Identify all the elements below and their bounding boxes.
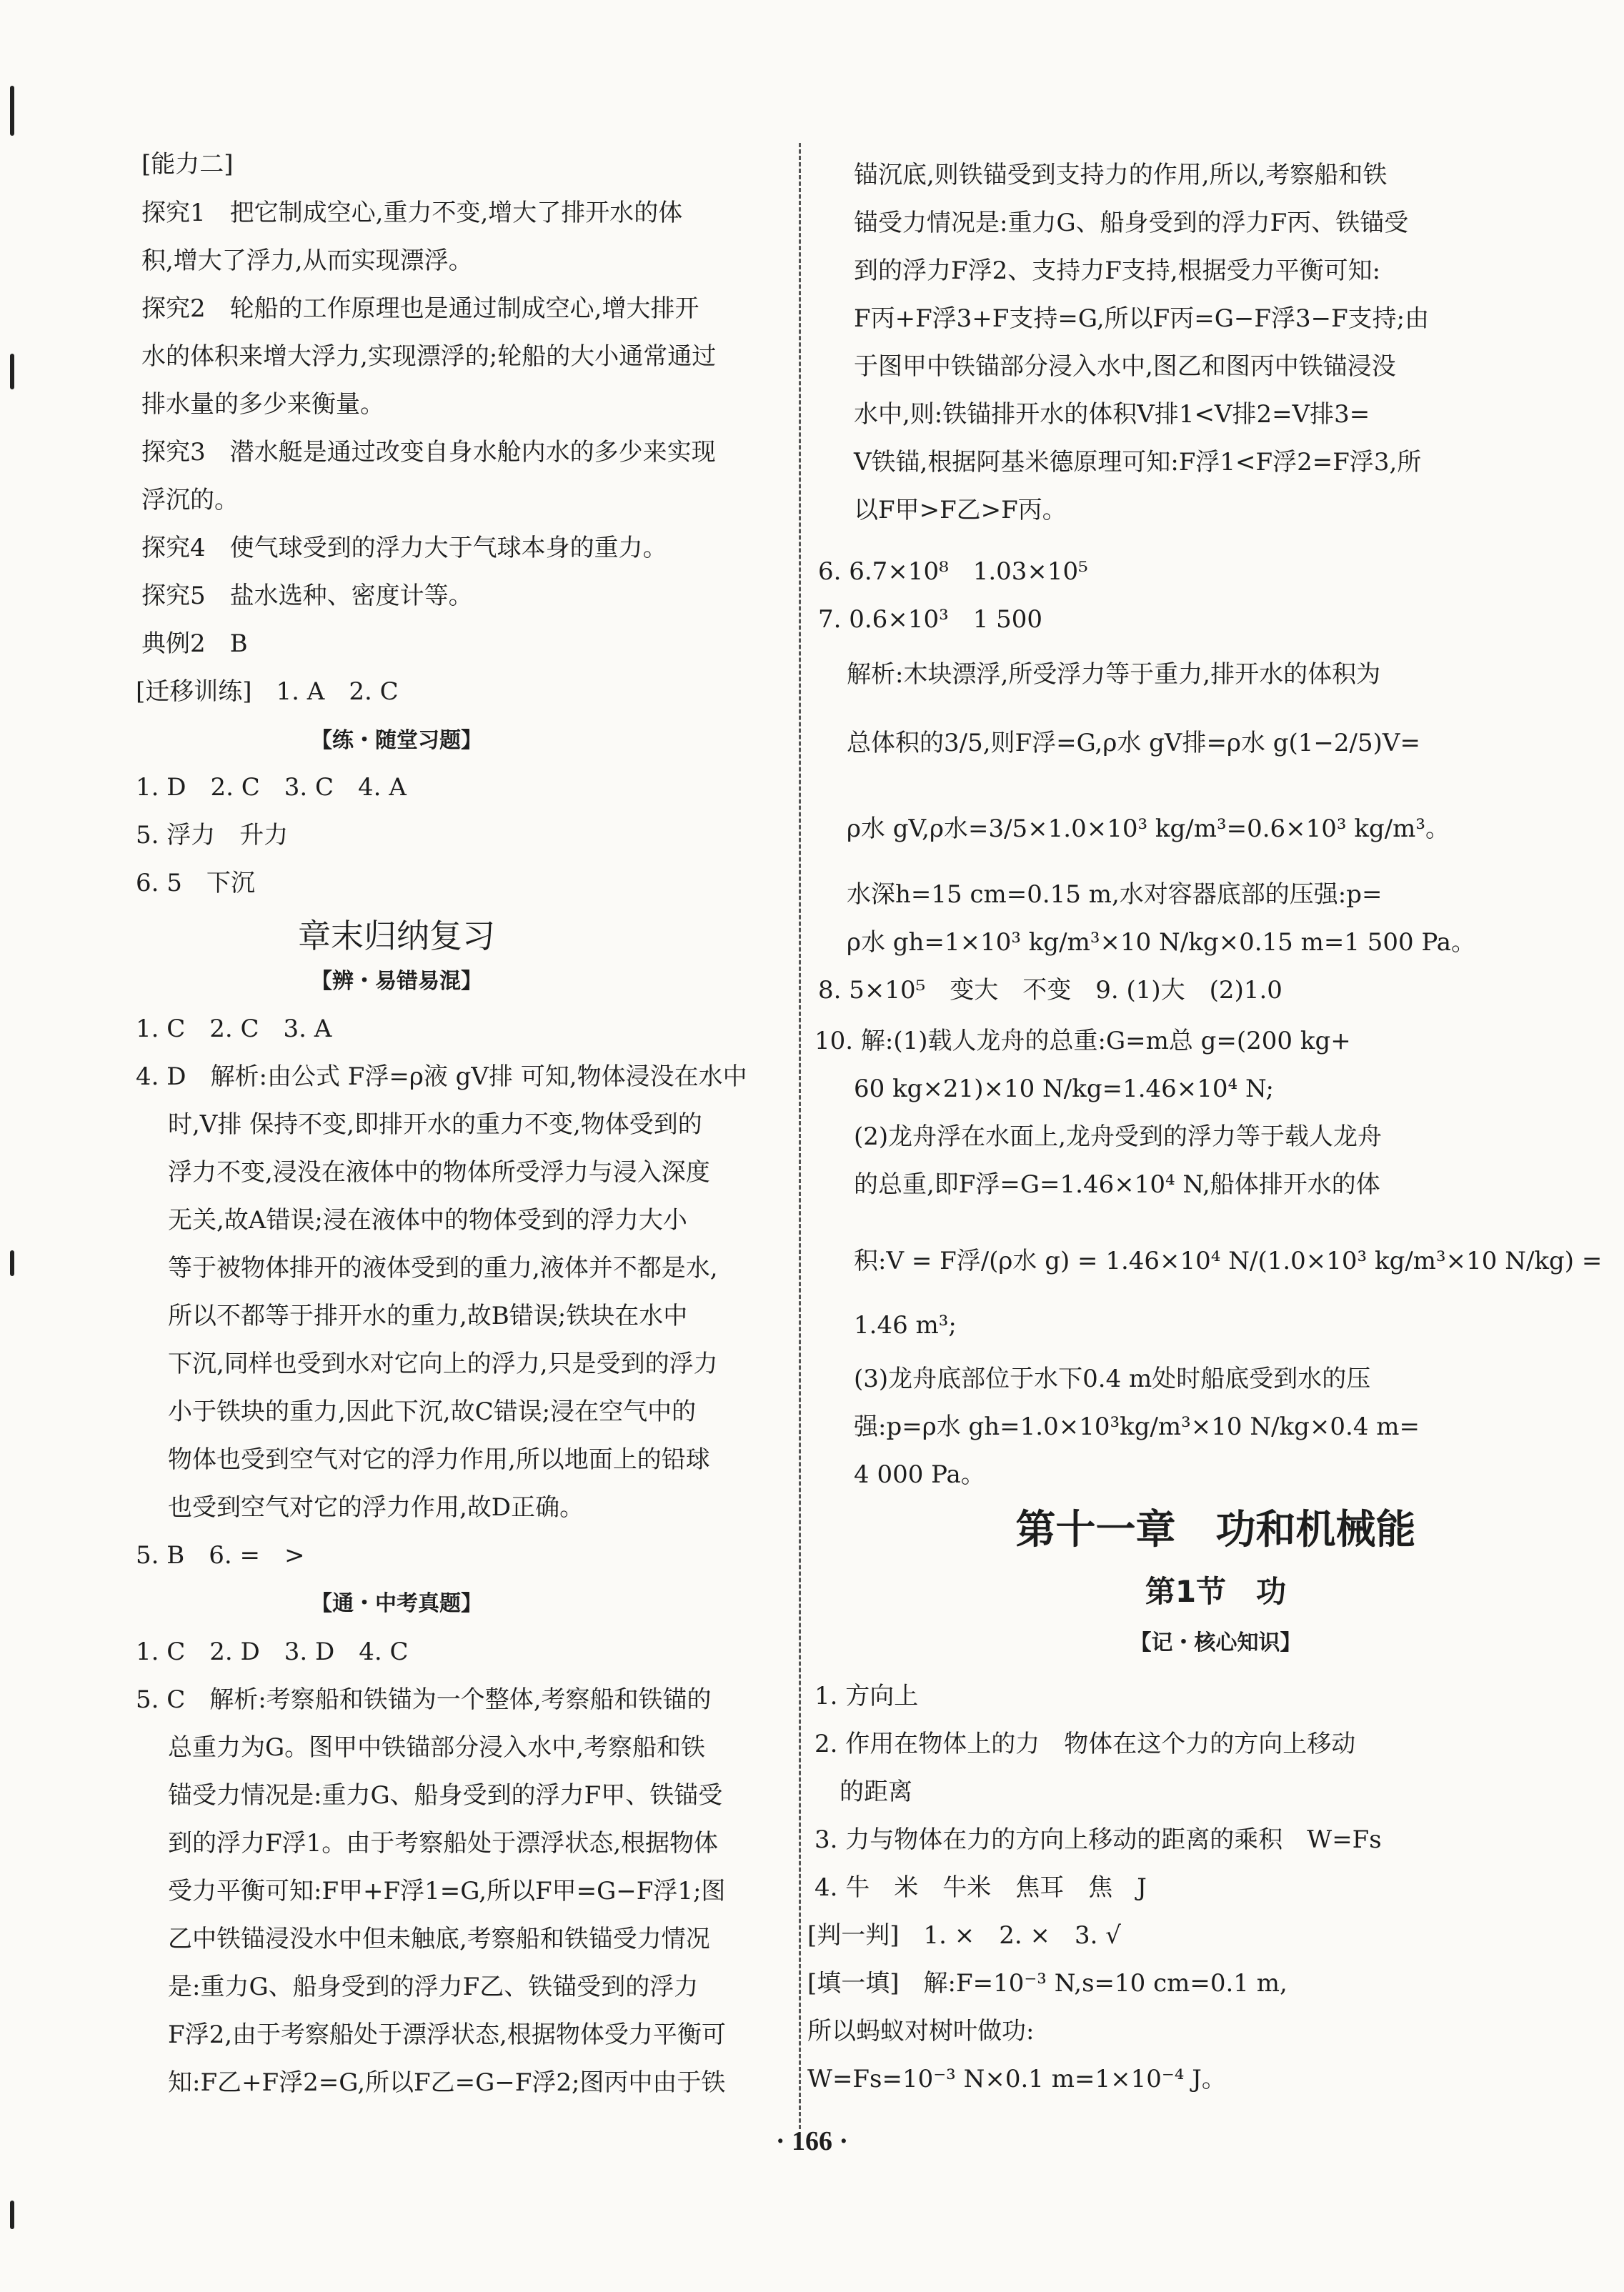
text-line: 10. 解:(1)载人龙舟的总重:G=m总 g=(200 kg+ [815,1027,1351,1055]
text-line: 1.46 m³; [854,1311,957,1340]
text-line: 4 000 Pa。 [854,1460,985,1489]
text-line: 5. 浮力 升力 [136,821,289,849]
text-line: 小于铁块的重力,因此下沉,故C错误;浸在空气中的 [168,1397,697,1426]
text-line: 7. 0.6×10³ 1 500 [818,605,1043,634]
text-line: 探究2 轮船的工作原理也是通过制成空心,增大排开 [141,294,699,323]
column-divider [799,143,801,2129]
text-line: (3)龙舟底部位于水下0.4 m处时船底受到水的压 [854,1365,1371,1393]
section-title: 第1节 功 [1145,1574,1287,1609]
text-line: 知:F乙+F浮2=G,所以F乙=G−F浮2;图丙中由于铁 [168,2068,726,2097]
text-line: 6. 5 下沉 [136,869,255,897]
text-line: 6. 6.7×10⁸ 1.03×10⁵ [818,557,1088,586]
text-line: 探究3 潜水艇是通过改变自身水舱内水的多少来实现 [141,438,716,467]
text-line: 总体积的3/5,则F浮=G,ρ水 gV排=ρ水 g(1−2/5)V= [847,729,1420,757]
text-line: [迁移训练] 1. A 2. C [136,677,399,706]
section-heading: 【记・核心知识】 [1130,1630,1302,1655]
text-line: 以F甲>F乙>F丙。 [854,496,1067,524]
text-line: 总重力为G。图甲中铁锚部分浸入水中,考察船和铁 [168,1733,705,1762]
text-line: 排水量的多少来衡量。 [141,390,384,419]
text-line: 4. D 解析:由公式 F浮=ρ液 gV排 可知,物体浸没在水中 [136,1062,747,1091]
text-line: 也受到空气对它的浮力作用,故D正确。 [168,1493,584,1522]
text-line: [填一填] 解:F=10⁻³ N,s=10 cm=0.1 m, [807,1969,1287,1998]
binding-edge-mark [10,354,14,389]
binding-edge-mark [10,86,14,136]
text-line: 探究4 使气球受到的浮力大于气球本身的重力。 [141,534,667,562]
text-line: 所以不都等于排开水的重力,故B错误;铁块在水中 [168,1302,688,1330]
text-line: 1. C 2. C 3. A [136,1015,332,1043]
text-line: 积:V = F浮/(ρ水 g) = 1.46×10⁴ N/(1.0×10³ kg/m³×10 N/kg) = [854,1247,1603,1275]
text-line: 8. 5×10⁵ 变大 不变 9. (1)大 (2)1.0 [818,976,1282,1005]
text-line: 解析:木块漂浮,所受浮力等于重力,排开水的体积为 [847,660,1381,689]
text-line: 到的浮力F浮1。由于考察船处于漂浮状态,根据物体 [168,1829,719,1858]
text-line: 时,V排 保持不变,即排开水的重力不变,物体受到的 [168,1110,702,1139]
text-line: ρ水 gV,ρ水=3/5×1.0×10³ kg/m³=0.6×10³ kg/m³。 [847,814,1450,843]
text-line: ρ水 gh=1×10³ kg/m³×10 N/kg×0.15 m=1 500 Pa。 [847,928,1476,957]
text-line: V铁锚,根据阿基米德原理可知:F浮1<F浮2=F浮3,所 [854,448,1422,477]
text-line: 的总重,即F浮=G=1.46×10⁴ N,船体排开水的体 [854,1170,1380,1199]
text-line: 典例2 B [141,629,248,658]
text-line: 4. 牛 米 牛米 焦耳 焦 J [815,1873,1147,1902]
text-line: 物体也受到空气对它的浮力作用,所以地面上的铅球 [168,1445,710,1474]
text-line: [判一判] 1. × 2. × 3. √ [807,1921,1121,1950]
text-line: 水的体积来增大浮力,实现漂浮的;轮船的大小通常通过 [141,342,717,371]
text-line: 1. C 2. D 3. D 4. C [136,1638,409,1666]
text-line: (2)龙舟浮在水面上,龙舟受到的浮力等于载人龙舟 [854,1122,1382,1151]
text-line: W=Fs=10⁻³ N×0.1 m=1×10⁻⁴ J。 [807,2065,1226,2093]
chapter-title: 第十一章 功和机械能 [1015,1507,1416,1553]
text-line: 积,增大了浮力,从而实现漂浮。 [141,246,473,275]
text-line: 浮沉的。 [141,486,239,514]
text-line: 锚沉底,则铁锚受到支持力的作用,所以,考察船和铁 [854,161,1388,189]
text-line: 探究1 把它制成空心,重力不变,增大了排开水的体 [141,199,683,227]
binding-edge-mark [10,1250,14,1276]
text-line: 乙中铁锚浸没水中但未触底,考察船和铁锚受力情况 [168,1925,710,1953]
binding-edge-mark [10,2201,14,2229]
text-line: 水中,则:铁锚排开水的体积V排1<V排2=V排3= [854,400,1370,429]
text-line: 到的浮力F浮2、支持力F支持,根据受力平衡可知: [854,256,1381,285]
section-heading: 【练・随堂习题】 [311,728,482,753]
text-line: 于图甲中铁锚部分浸入水中,图乙和图丙中铁锚浸没 [854,352,1396,381]
text-line: 受力平衡可知:F甲+F浮1=G,所以F甲=G−F浮1;图 [168,1877,726,1905]
text-line: 下沉,同样也受到水对它向上的浮力,只是受到的浮力 [168,1350,718,1378]
text-line: 无关,故A错误;浸在液体中的物体受到的浮力大小 [168,1206,687,1235]
text-line: 是:重力G、船身受到的浮力F乙、铁锚受到的浮力 [168,1973,699,2001]
page-number: · 166 · [775,2126,849,2156]
text-line: 等于被物体排开的液体受到的重力,液体并不都是水, [168,1254,718,1282]
text-line: 强:p=ρ水 gh=1.0×10³kg/m³×10 N/kg×0.4 m= [854,1412,1420,1441]
section-heading: 【辨・易错易混】 [311,969,482,994]
text-line: 水深h=15 cm=0.15 m,水对容器底部的压强:p= [847,880,1383,909]
text-line: [能力二] [141,150,234,179]
text-line: 锚受力情况是:重力G、船身受到的浮力F丙、铁锚受 [854,209,1409,237]
text-line: 2. 作用在物体上的力 物体在这个力的方向上移动 [815,1730,1356,1758]
text-line: 1. 方向上 [815,1682,919,1710]
text-line: F丙+F浮3+F支持=G,所以F丙=G−F浮3−F支持;由 [854,304,1430,333]
text-line: 5. B 6. = > [136,1541,305,1570]
text-line: 的距离 [840,1778,912,1806]
chapter-review-title: 章末归纳复习 [298,917,495,955]
text-line: F浮2,由于考察船处于漂浮状态,根据物体受力平衡可 [168,2021,726,2049]
text-line: 1. D 2. C 3. C 4. A [136,773,407,802]
text-line: 锚受力情况是:重力G、船身受到的浮力F甲、铁锚受 [168,1781,723,1810]
text-line: 所以蚂蚁对树叶做功: [807,2017,1035,2046]
text-line: 探究5 盐水选种、密度计等。 [141,582,473,610]
text-line: 浮力不变,浸没在液体中的物体所受浮力与浸入深度 [168,1158,710,1187]
text-line: 60 kg×21)×10 N/kg=1.46×10⁴ N; [854,1075,1274,1103]
text-line: 5. C 解析:考察船和铁锚为一个整体,考察船和铁锚的 [136,1685,712,1714]
section-heading: 【通・中考真题】 [311,1591,482,1616]
text-line: 3. 力与物体在力的方向上移动的距离的乘积 W=Fs [815,1825,1382,1854]
